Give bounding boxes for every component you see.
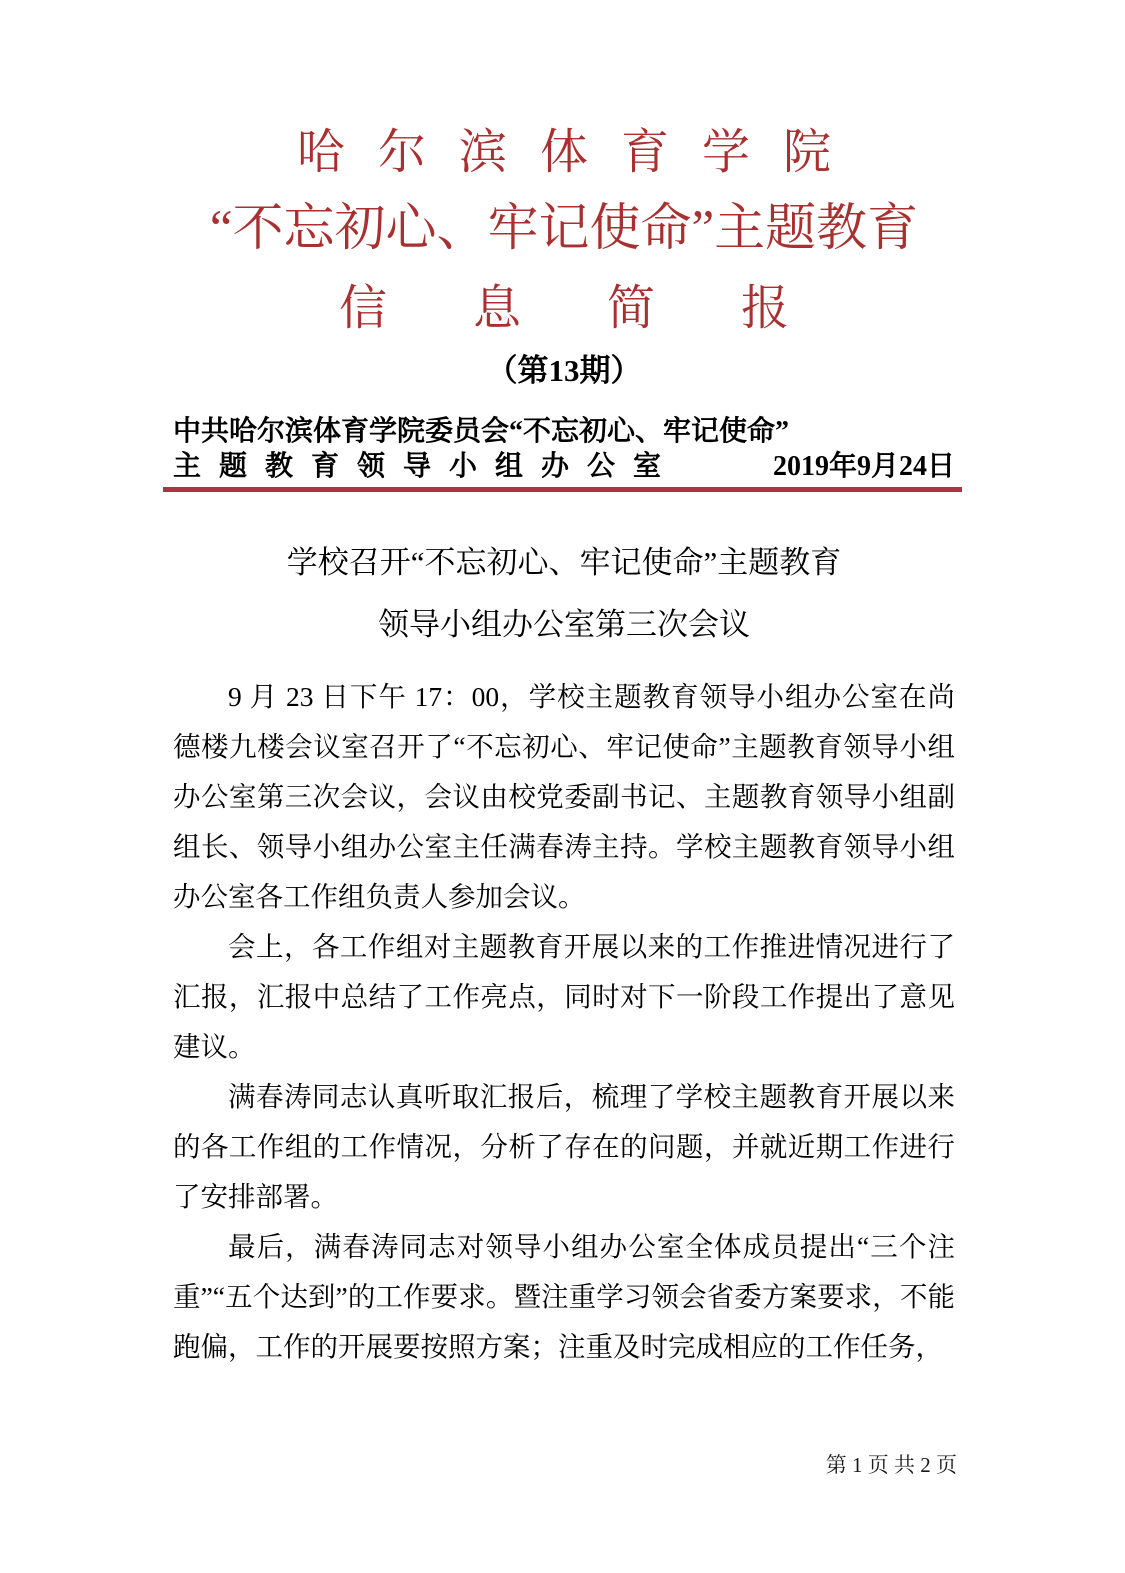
page-number: 第 1 页 共 2 页 bbox=[825, 1453, 957, 1477]
issuer-office-name: 主题教育领导小组办公室 bbox=[173, 451, 680, 482]
article-paragraph: 最后，满春涛同志对领导小组办公室全体成员提出“三个注重”“五个达到”的工作要求。暨注重学习领会省委方案要求，不能跑偏，工作的开展要按照方案；注重及时完成相应的工作任务， bbox=[173, 1231, 955, 1362]
masthead bbox=[173, 125, 955, 389]
article-title-line2: 领导小组办公室第三次会议 bbox=[378, 607, 750, 642]
article bbox=[173, 532, 955, 1372]
masthead-bulletin-name: 信息简报 bbox=[338, 282, 875, 335]
article-title-line1: 学校召开“不忘初心、牢记使命”主题教育 bbox=[286, 545, 842, 580]
article-paragraph: 9 月 23 日下午 17：00，学校主题教育领导小组办公室在尚德楼九楼会议室召开了“不忘初心、牢记使命”主题教育领导小组办公室第三次会议，会议由校党委副书记、主题教育领导小组副组长、领导小组办公室主任满春涛主持。学校主题教育领导小组办公室各工作组负责人参加会议。 bbox=[173, 681, 955, 912]
issuer-committee-line: 中共哈尔滨体育学院委员会“不忘初心、牢记使命” bbox=[173, 416, 790, 447]
article-title bbox=[173, 532, 955, 656]
issuer-office-row bbox=[173, 450, 955, 483]
red-divider-rule bbox=[163, 487, 962, 492]
issuer-block bbox=[173, 415, 955, 483]
article-paragraph: 会上，各工作组对主题教育开展以来的工作推进情况进行了汇报，汇报中总结了工作亮点，同时对下一阶段工作提出了意见建议。 bbox=[173, 931, 955, 1062]
article-paragraph: 满春涛同志认真听取汇报后，梳理了学校主题教育开展以来的各工作组的工作情况，分析了存在的问题，并就近期工作进行了安排部署。 bbox=[173, 1081, 955, 1212]
masthead-school-name: 哈尔滨体育学院 bbox=[296, 126, 864, 179]
article-body bbox=[173, 672, 955, 1372]
issue-date: 2019年9月24日 bbox=[772, 451, 955, 482]
issue-number: （第13期） bbox=[486, 353, 642, 388]
masthead-theme-line: “不忘初心、牢记使命”主题教育 bbox=[209, 201, 919, 257]
